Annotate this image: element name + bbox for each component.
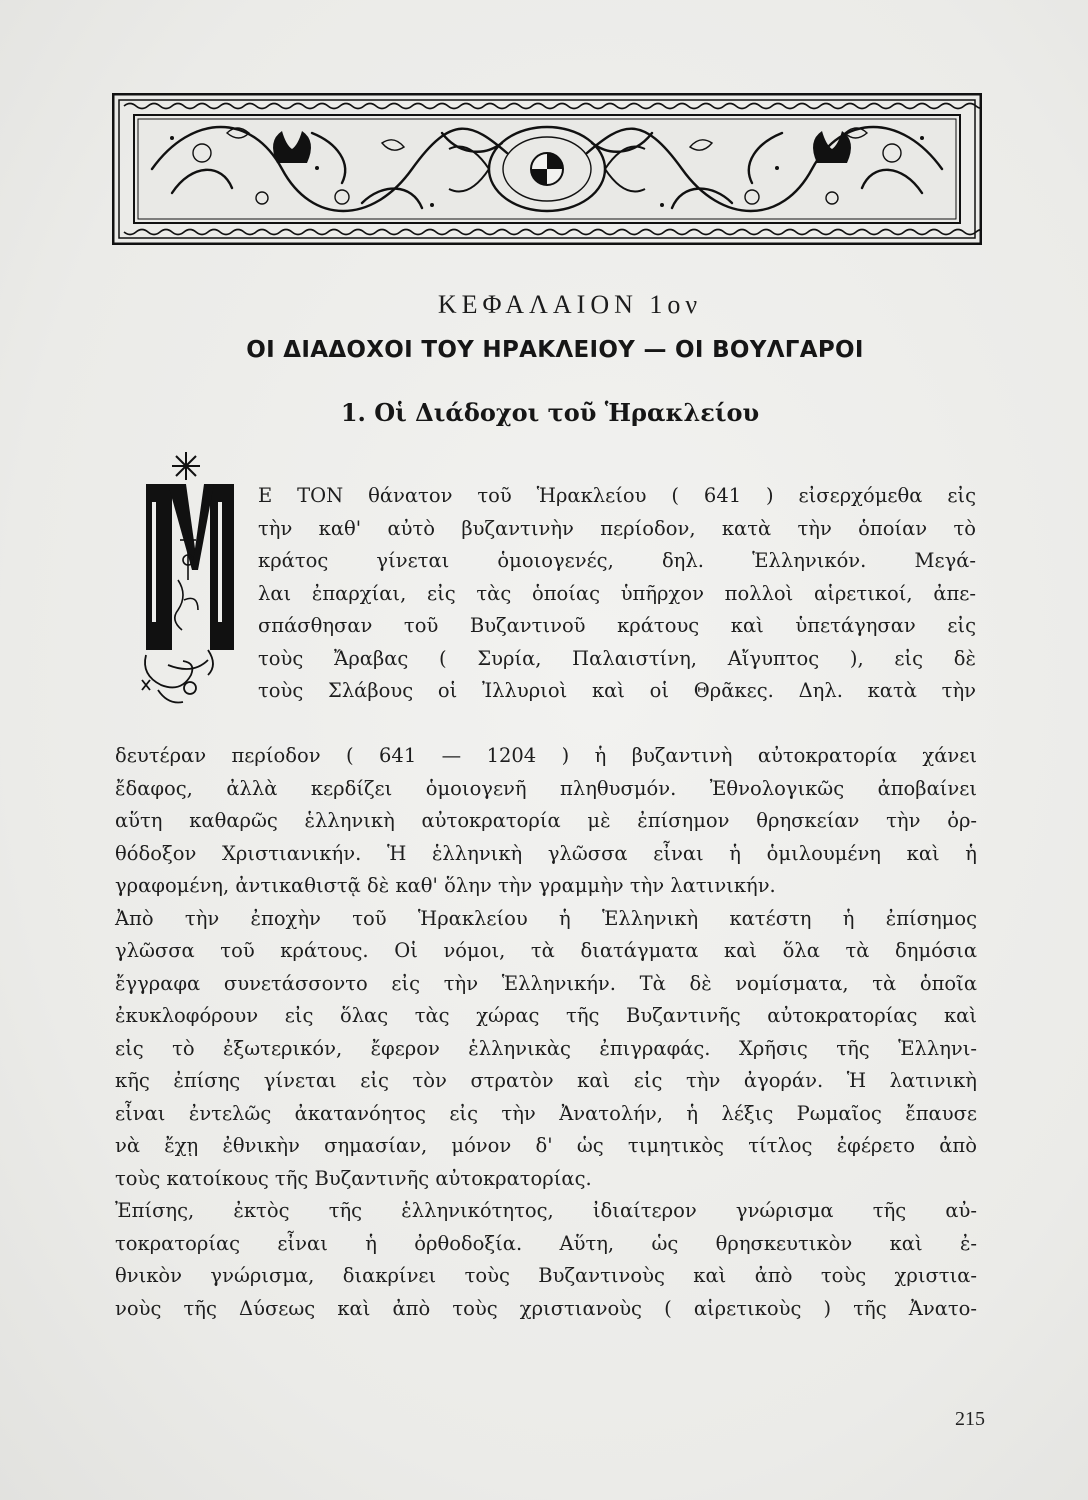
section-title: 1. Οἱ Διάδοχοι τοῦ Ἡρακλείου	[340, 398, 760, 427]
body-line: ἔγγραφα συνετάσσοντο εἰς τὴν Ἑλληνικήν. Τὰ δὲ νομίσματα, τὰ ὁποῖα	[115, 971, 977, 995]
body-line: κράτος γίνεται ὁμοιογενές, δηλ. Ἑλληνικόν. Μεγά-	[258, 549, 976, 572]
body-line: γραφομένη, ἀντικαθιστᾷ δὲ καθ' ὅλην τὴν γραμμὴν τὴν λατινικήν.	[115, 874, 776, 897]
opening-paragraph	[258, 480, 976, 708]
ornate-initial-letter-icon	[138, 450, 238, 715]
body-line: ἔδαφος, ἀλλὰ κερδίζει ὁμοιογενῆ πληθυσμόν. Ἐθνολογικῶς ἀποβαίνει	[115, 776, 977, 800]
ornamental-headpiece-icon	[112, 93, 982, 245]
body-line: Ε ΤΟΝ θάνατον τοῦ Ἡρακλείου ( 641 ) εἰσερχόμεθα εἰς	[258, 484, 976, 507]
body-line: τοὺς Σλάβους οἱ Ἰλλυριοὶ καὶ οἱ Θρᾶκες. Δηλ. κατὰ τὴν	[258, 679, 976, 702]
chapter-title: ΟΙ ΔΙΑΔΟΧΟΙ ΤΟΥ ΗΡΑΚΛΕΙΟΥ — ΟΙ ΒΟΥΛΓΑΡΟΙ	[246, 337, 864, 363]
body-line: θόδοξον Χριστιανικήν. Ἡ ἑλληνικὴ γλῶσσα εἶναι ἡ ὁμιλουμένη καὶ ἡ	[115, 841, 977, 865]
body-line: τὴν καθ' αὐτὸ βυζαντινὴν περίοδον, κατὰ τὴν ὁποίαν τὸ	[258, 516, 976, 540]
body-line: εἰς τὸ ἐξωτερικόν, ἔφερον ἑλληνικὰς ἐπιγραφάς. Χρῆσις τῆς Ἑλληνι-	[115, 1036, 977, 1060]
body-line: σπάσθησαν τοῦ Βυζαντινοῦ κράτους καὶ ὑπετάγησαν εἰς	[258, 614, 976, 637]
body-line: εἶναι ἐντελῶς ἀκατανόητος εἰς τὴν Ἀνατολήν, ἡ λέξις Ρωμαῖος ἔπαυσε	[115, 1101, 977, 1125]
body-line: δευτέραν περίοδον ( 641 — 1204 ) ἡ βυζαντινὴ αὐτοκρατορία χάνει	[115, 744, 977, 767]
body-line: Ἀπὸ τὴν ἐποχὴν τοῦ Ἡρακλείου ἡ Ἑλληνικὴ κατέστη ἡ ἐπίσημος	[115, 906, 977, 930]
body-text	[115, 740, 977, 1325]
body-line: αὕτη καθαρῶς ἑλληνικὴ αὐτοκρατορία μὲ ἐπίσημον θρησκείαν τὴν ὀρ-	[115, 809, 977, 832]
body-line: κῆς ἐπίσης γίνεται εἰς τὸν στρατὸν καὶ εἰς τὴν ἀγοράν. Ἡ λατινικὴ	[115, 1069, 977, 1092]
body-line: νὰ ἔχῃ ἐθνικὴν σημασίαν, μόνον δ' ὡς τιμητικὸς τίτλος ἐφέρετο ἀπὸ	[115, 1134, 977, 1157]
page-number: 215	[955, 1408, 985, 1430]
body-line: γλῶσσα τοῦ κράτους. Οἱ νόμοι, τὰ διατάγματα καὶ ὅλα τὰ δημόσια	[115, 939, 977, 962]
body-line: λαι ἐπαρχίαι, εἰς τὰς ὁποίας ὑπῆρχον πολλοὶ αἱρετικοί, ἀπε-	[258, 581, 976, 605]
body-line: θνικὸν γνώρισμα, διακρίνει τοὺς Βυζαντινοὺς καὶ ἀπὸ τοὺς χριστια-	[115, 1264, 977, 1287]
body-line: τοὺς Ἄραβας ( Συρία, Παλαιστίνη, Αἴγυπτος ), εἰς δὲ	[258, 646, 976, 670]
body-line: τοὺς κατοίκους τῆς Βυζαντινῆς αὐτοκρατορίας.	[115, 1166, 592, 1190]
chapter-label: ΚΕΦΑΛΑΙΟΝ 1ον	[437, 290, 703, 319]
body-line: νοὺς τῆς Δύσεως καὶ ἀπὸ τοὺς χριστιανοὺς ( αἱρετικοὺς ) τῆς Ἀνατο-	[115, 1296, 977, 1320]
body-line: Ἐπίσης, ἐκτὸς τῆς ἑλληνικότητος, ἰδιαίτερον γνώρισμα τῆς αὐ-	[115, 1199, 977, 1222]
body-line: ἐκυκλοφόρουν εἰς ὅλας τὰς χώρας τῆς Βυζαντινῆς αὐτοκρατορίας καὶ	[115, 1004, 977, 1027]
body-line: τοκρατορίας εἶναι ἡ ὀρθοδοξία. Αὕτη, ὡς θρησκευτικὸν καὶ ἐ-	[115, 1231, 977, 1255]
